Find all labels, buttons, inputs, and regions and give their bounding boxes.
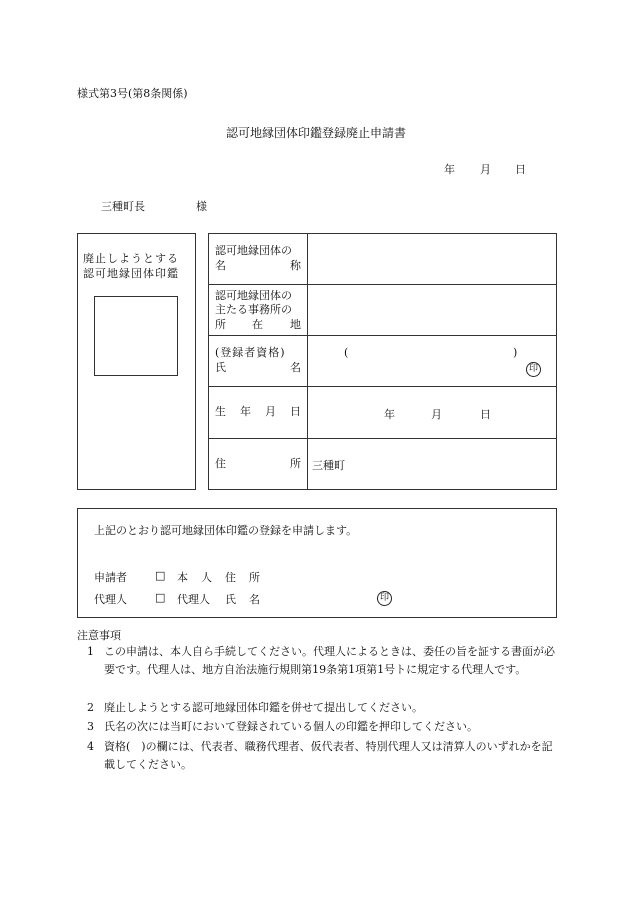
name-label-line1: 認可地縁団体の [215, 244, 292, 257]
note-number: 4 [87, 740, 94, 753]
agent-checkbox[interactable]: □ [155, 591, 166, 604]
agent-seal-mark-icon: 印 [377, 591, 392, 606]
office-label-c: 地 [290, 318, 301, 331]
note-number: 3 [87, 720, 94, 733]
birth-label-b: 年 [240, 405, 251, 418]
office-label-b: 在 [252, 318, 263, 331]
applicant-label: 申請者 [94, 571, 127, 584]
rep-label-a: 氏 [215, 361, 226, 374]
document-title: 認可地縁団体印鑑登録廃止申請書 [226, 126, 407, 140]
rep-label-line1: (登録者資格) [215, 346, 286, 359]
rep-label-b: 名 [290, 361, 301, 374]
birth-label-a: 生 [215, 405, 226, 418]
seal-mark-icon: 印 [526, 362, 541, 377]
applicant-field-b: 人 [201, 571, 212, 584]
date-day: 日 [515, 163, 526, 176]
rep-paren-open: ( [344, 346, 349, 359]
seal-box-label-line1: 廃止しようとする [83, 252, 179, 265]
office-label-line2: 主たる事務所の [215, 303, 292, 316]
applicant-field-a: 本 [177, 571, 188, 584]
address-label-b: 所 [290, 457, 301, 470]
agent-field-c: 名 [249, 593, 260, 606]
note-text: この申請は、本人自ら手続してください。代理人によるときは、委任の旨を証する書面が必要です。代理人は、地方自治法施行規則第19条第1項第1号トに規定する代理人です。 [104, 645, 555, 676]
note-text: 廃止しようとする認可地縁団体印鑑を併せて提出してください。 [104, 701, 423, 714]
note-number: 2 [87, 701, 94, 714]
row-divider [208, 438, 557, 439]
name-label-a: 名 [215, 259, 226, 272]
address-value[interactable]: 三種町 [312, 459, 345, 472]
seal-box-label-line2: 認可地縁団体印鑑 [83, 267, 179, 280]
rep-input-cell[interactable] [308, 336, 518, 386]
office-label-line1: 認可地縁団体の [215, 289, 292, 302]
note-text: 資格( )の欄には、代表者、職務代理者、仮代表者、特別代理人又は清算人のいずれかを記載してください。 [104, 740, 553, 771]
note-number: 1 [87, 645, 94, 658]
date-month: 月 [480, 163, 491, 176]
office-label-a: 所 [215, 318, 226, 331]
name-input-cell[interactable] [308, 234, 556, 284]
applicant-field-d: 所 [249, 571, 260, 584]
date-year: 年 [444, 163, 455, 176]
notes-heading: 注意事項 [77, 629, 121, 642]
agent-field-b: 氏 [225, 593, 236, 606]
note-text: 氏名の次には当町において登録されている個人の印鑑を押印してください。 [104, 720, 478, 733]
honorific: 様 [196, 200, 207, 213]
birth-month: 月 [431, 408, 442, 421]
birth-year: 年 [384, 408, 395, 421]
seal-impression-area[interactable] [94, 296, 178, 376]
applicant-checkbox[interactable]: □ [155, 569, 166, 582]
name-label-b: 称 [290, 259, 301, 272]
rep-paren-close: ) [513, 346, 518, 359]
agent-label: 代理人 [94, 593, 127, 606]
applicant-field-c: 住 [225, 571, 236, 584]
birth-label-d: 日 [290, 405, 301, 418]
application-statement: 上記のとおり認可地縁団体印鑑の登録を申請します。 [94, 524, 358, 537]
agent-field-a: 代理人 [177, 593, 210, 606]
office-input-cell[interactable] [308, 285, 556, 335]
birth-day: 日 [480, 408, 491, 421]
birth-input-cell[interactable] [308, 387, 556, 437]
form-number: 様式第3号(第8条関係) [77, 87, 188, 100]
addressee: 三種町長 [101, 200, 145, 213]
birth-label-c: 月 [265, 405, 276, 418]
address-label-a: 住 [215, 457, 226, 470]
